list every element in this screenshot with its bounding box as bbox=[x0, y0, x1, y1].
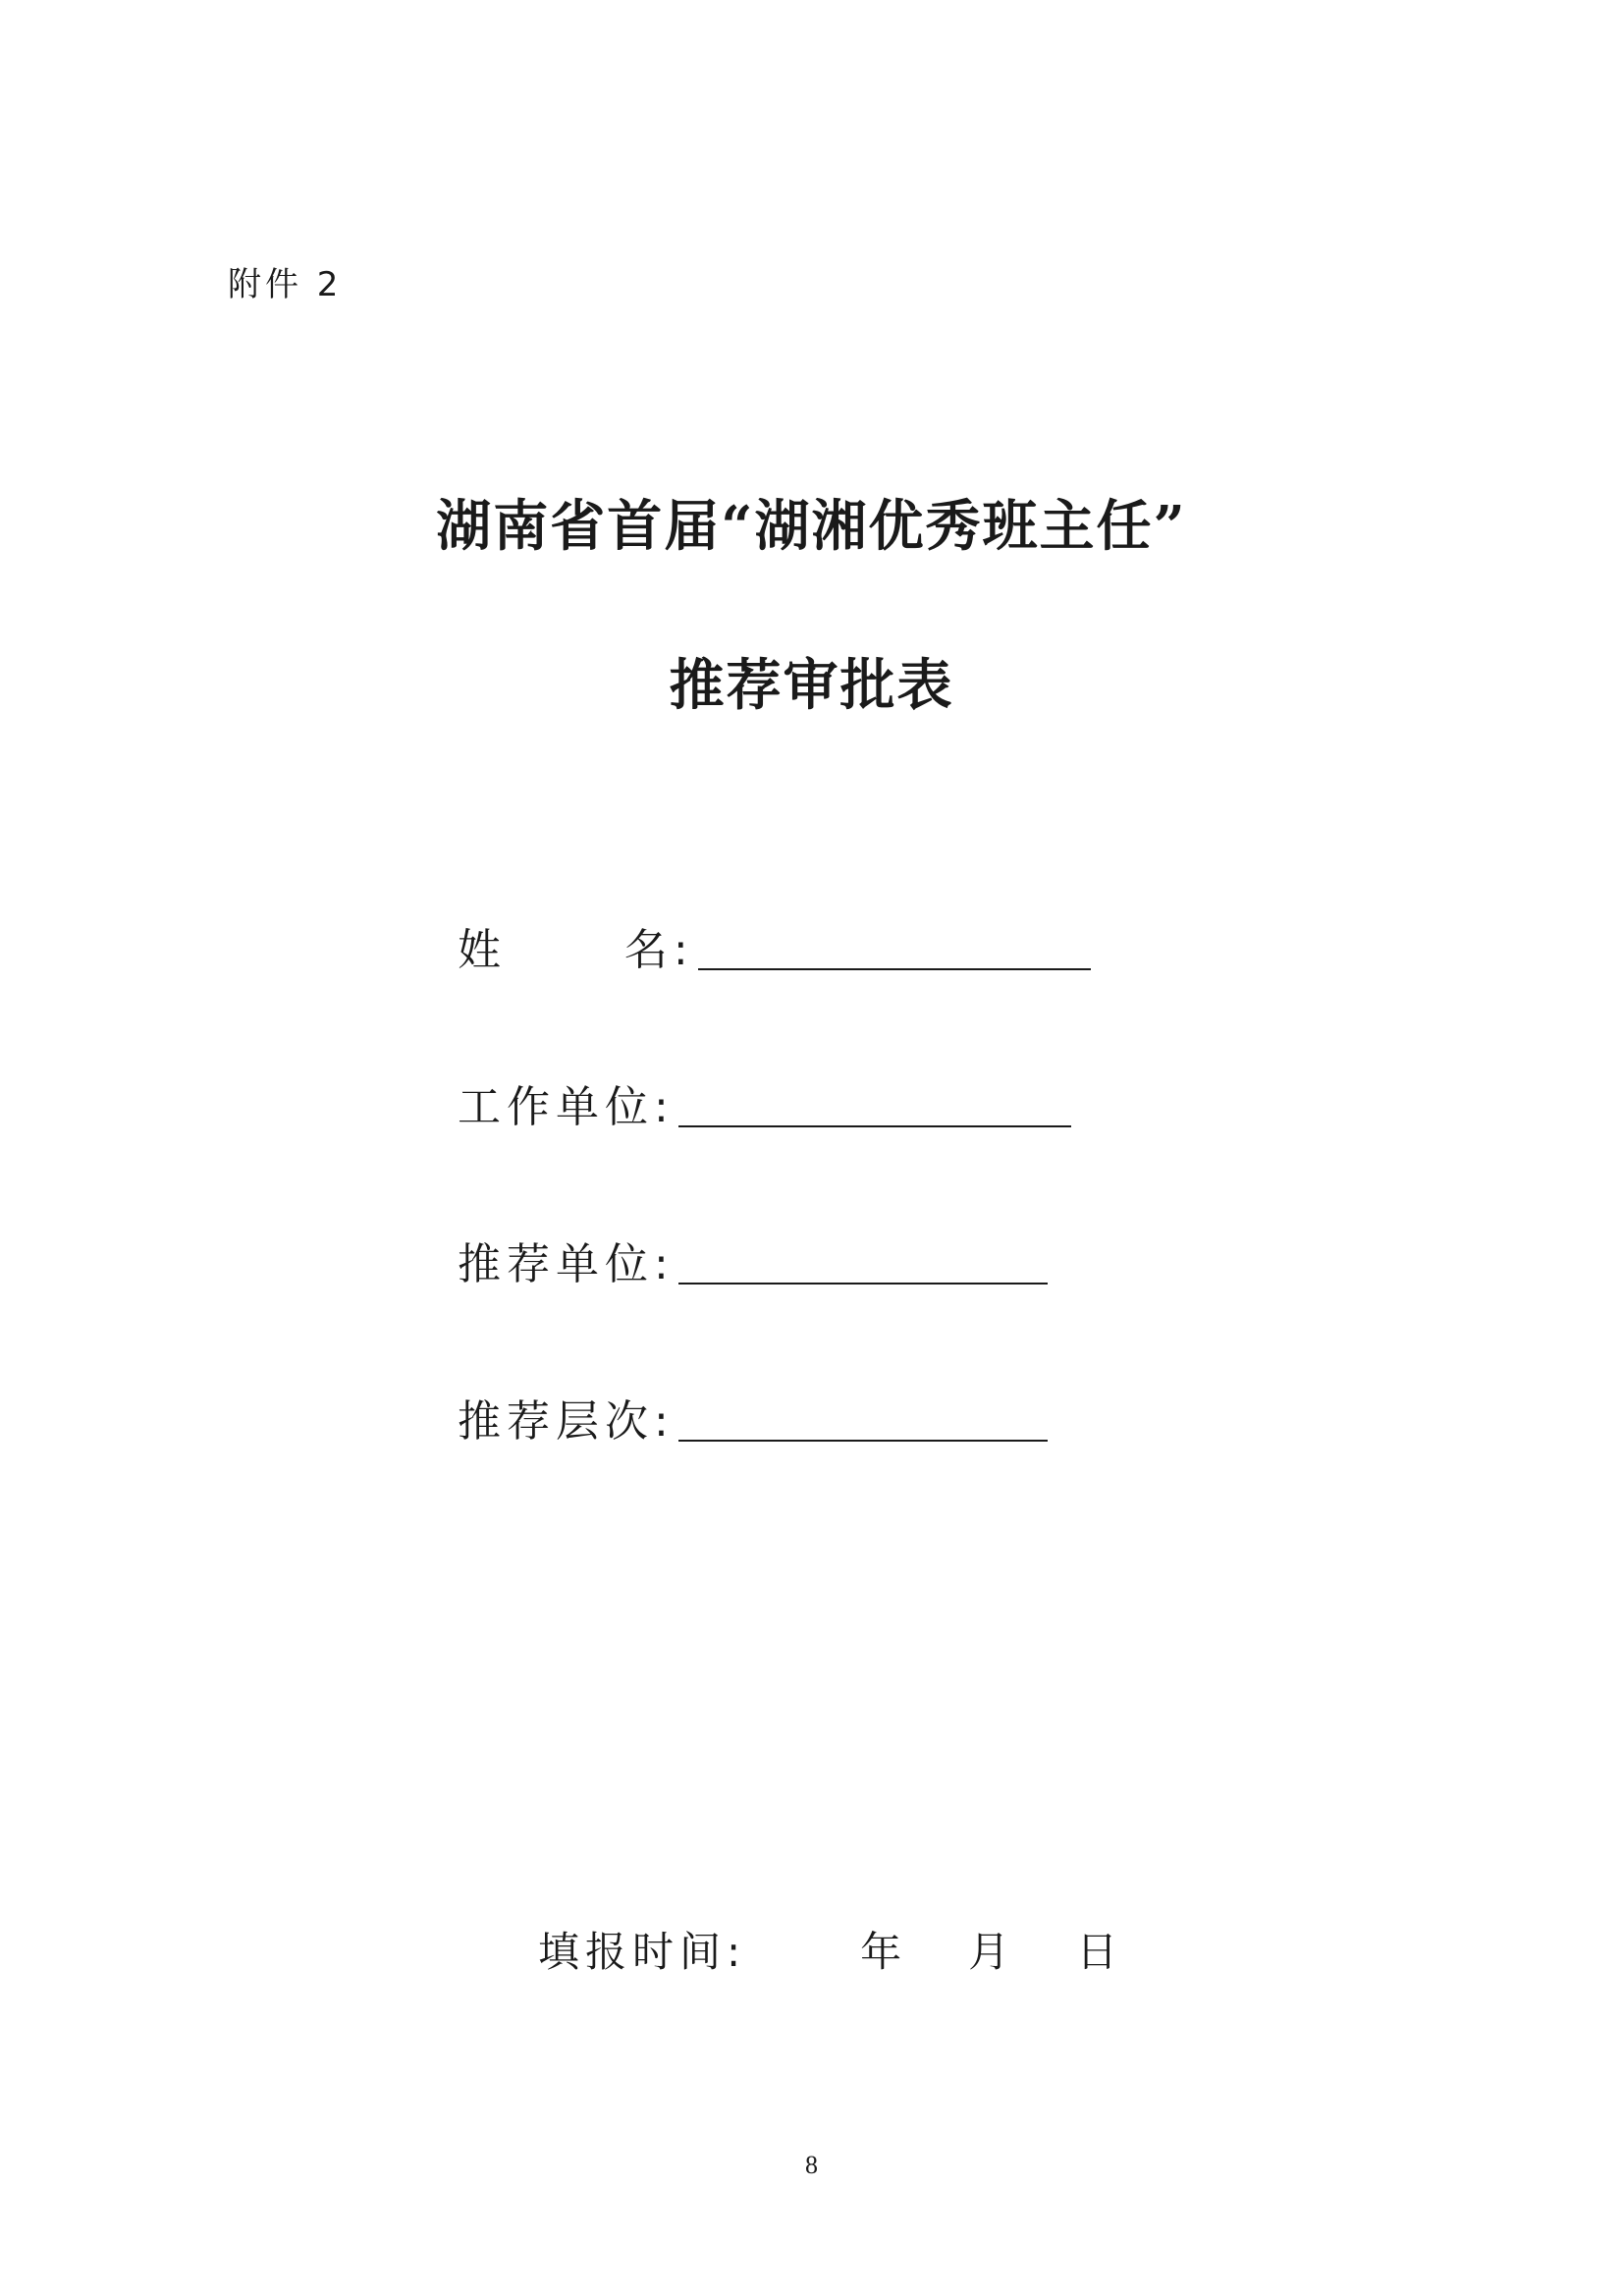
page-number: 8 bbox=[805, 2151, 818, 2179]
fill-date-year: 年 bbox=[860, 1928, 902, 1976]
recommendation-level-field-blank[interactable] bbox=[678, 1439, 1048, 1442]
form-title-line2: 推荐审批表 bbox=[669, 653, 954, 718]
name-field-label: 姓 名: bbox=[458, 925, 694, 975]
recommending-unit-field-label: 推荐单位: bbox=[458, 1239, 675, 1289]
attachment-label: 附件 2 bbox=[228, 265, 343, 304]
recommendation-level-field-label: 推荐层次: bbox=[458, 1396, 675, 1447]
work-unit-field bbox=[458, 1061, 1071, 1132]
fill-date-label: 填报时间: bbox=[538, 1928, 747, 1976]
recommendation-level-field bbox=[458, 1375, 1048, 1447]
recommending-unit-field bbox=[458, 1218, 1048, 1289]
recommending-unit-field-blank[interactable] bbox=[678, 1282, 1048, 1285]
fill-date-day: 日 bbox=[1076, 1928, 1118, 1976]
work-unit-field-blank[interactable] bbox=[678, 1124, 1071, 1127]
name-field-blank[interactable] bbox=[698, 967, 1091, 970]
form-title-line1: 湖南省首届“湖湘优秀班主任” bbox=[436, 494, 1187, 559]
fill-date-month: 月 bbox=[968, 1928, 1010, 1976]
name-field bbox=[458, 903, 1091, 975]
fill-date-row bbox=[538, 1920, 1117, 1979]
work-unit-field-label: 工作单位: bbox=[458, 1082, 675, 1132]
